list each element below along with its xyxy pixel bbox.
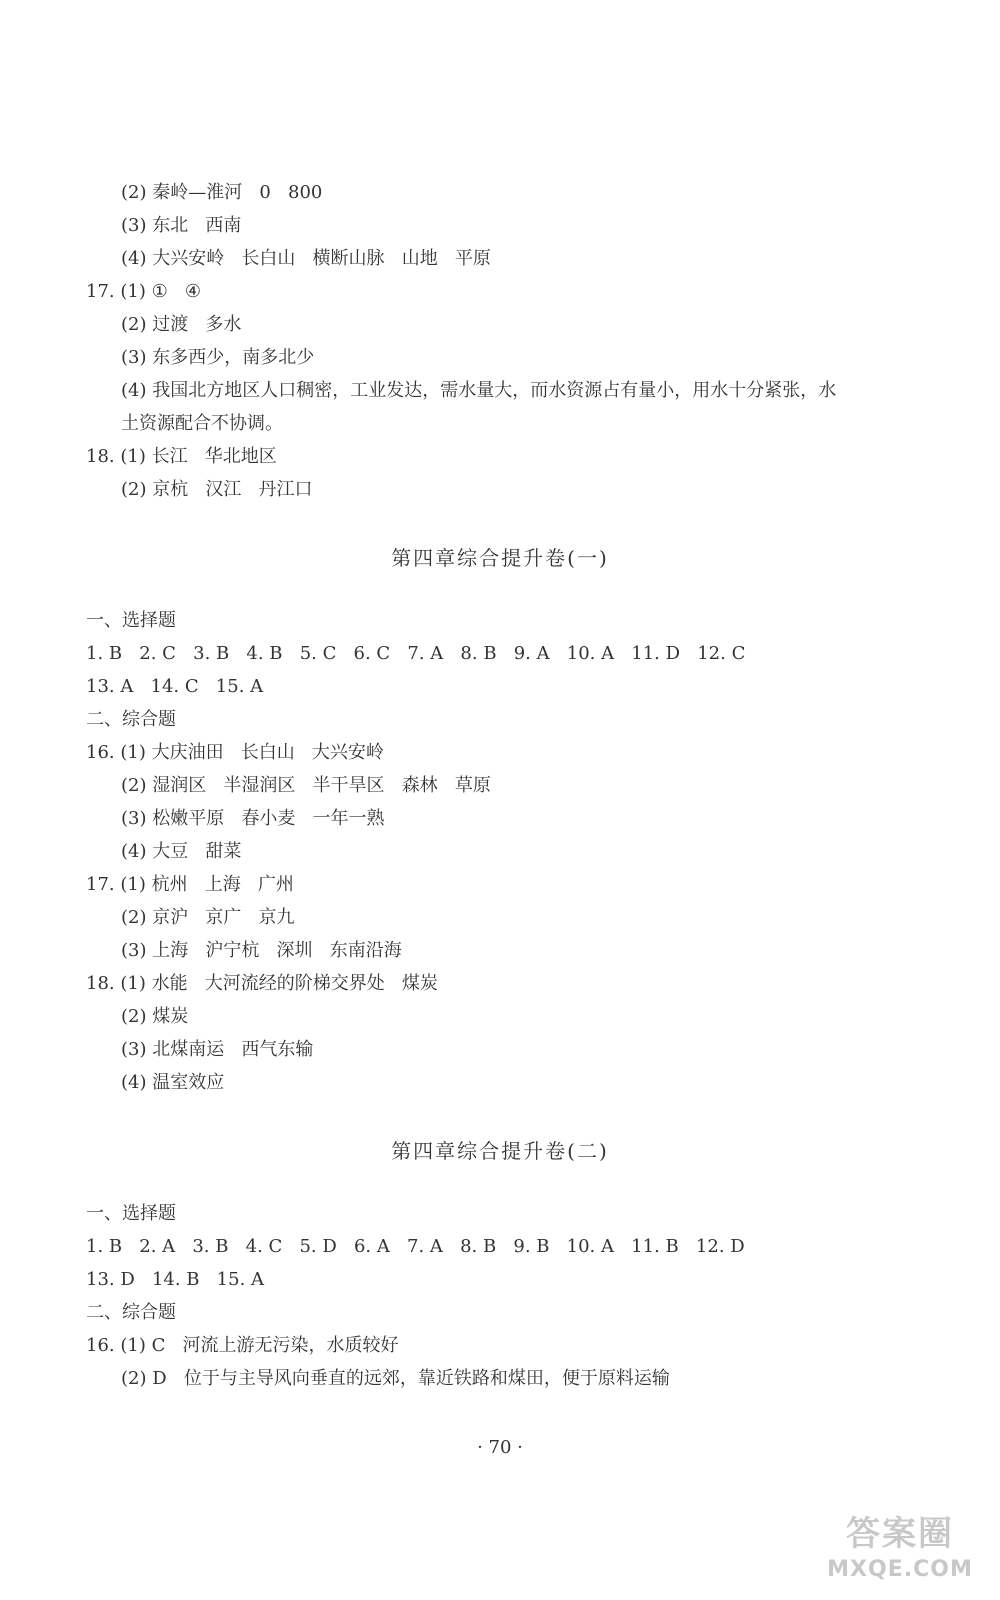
answer-line: (4) 大兴安岭 长白山 横断山脉 山地 平原 <box>121 248 491 269</box>
answer-line: (2) 秦岭—淮河 0 800 <box>121 182 323 203</box>
answer-line: (2) D 位于与主导风向垂直的远郊，靠近铁路和煤田，便于原料运输 <box>121 1368 670 1389</box>
answer-line: (3) 东北 西南 <box>121 215 242 236</box>
section-heading: 二、综合题 <box>86 1302 176 1323</box>
answer-line: 18. (1) 水能 大河流经的阶梯交界处 煤炭 <box>86 973 438 994</box>
answer-line: (3) 北煤南运 西气东输 <box>121 1039 314 1060</box>
page-number: · 70 · <box>477 1437 523 1458</box>
answer-line: (3) 东多西少，南多北少 <box>121 347 315 368</box>
answer-line: (4) 我国北方地区人口稠密，工业发达，需水量大，而水资源占有量小，用水十分紧张，水 <box>121 380 837 401</box>
answer-line: 13. A 14. C 15. A <box>86 676 264 697</box>
section-heading: 一、选择题 <box>86 1203 176 1224</box>
watermark-bottom: MXQE.COM <box>827 1557 973 1582</box>
watermark-logo <box>820 1512 980 1592</box>
answer-line: 13. D 14. B 15. A <box>86 1269 265 1290</box>
section-heading: 二、综合题 <box>86 709 176 730</box>
answer-line: 16. (1) 大庆油田 长白山 大兴安岭 <box>86 742 384 763</box>
section-heading: 一、选择题 <box>86 610 176 631</box>
answer-line: 18. (1) 长江 华北地区 <box>86 446 277 467</box>
answer-line: (2) 湿润区 半湿润区 半干旱区 森林 草原 <box>121 775 491 796</box>
answer-line: 土资源配合不协调。 <box>121 413 283 434</box>
answer-line: 16. (1) C 河流上游无污染，水质较好 <box>86 1335 399 1356</box>
answer-line: (3) 松嫩平原 春小麦 一年一熟 <box>121 808 385 829</box>
answer-line: 1. B 2. A 3. B 4. C 5. D 6. A 7. A 8. B 9. B 10. A 11. B 12. D <box>86 1236 745 1257</box>
section-title: 第四章综合提升卷(二) <box>391 1139 609 1163</box>
answer-line: (2) 过渡 多水 <box>121 314 242 335</box>
answer-line: (2) 京杭 汉江 丹江口 <box>121 479 313 500</box>
watermark-top: 答案圈 <box>846 1514 954 1554</box>
answer-line: 1. B 2. C 3. B 4. B 5. C 6. C 7. A 8. B 9. A 10. A 11. D 12. C <box>86 643 746 664</box>
answer-line: (4) 温室效应 <box>121 1072 225 1093</box>
answer-line: (4) 大豆 甜菜 <box>121 841 242 862</box>
answer-line: 17. (1) ① ④ <box>86 281 202 302</box>
answer-line: (3) 上海 沪宁杭 深圳 东南沿海 <box>121 940 402 961</box>
answer-line: 17. (1) 杭州 上海 广州 <box>86 874 294 895</box>
answer-line: (2) 京沪 京广 京九 <box>121 907 295 928</box>
section-title: 第四章综合提升卷(一) <box>391 546 609 570</box>
answer-line: (2) 煤炭 <box>121 1006 189 1027</box>
